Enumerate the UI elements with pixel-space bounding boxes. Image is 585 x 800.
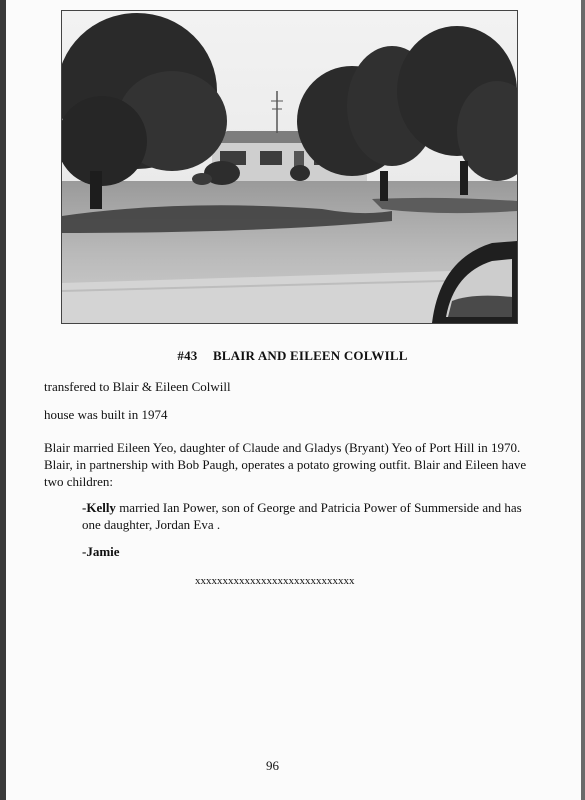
page-number: 96 [266, 758, 279, 773]
scan-edge-left [0, 0, 6, 800]
section-separator: xxxxxxxxxxxxxxxxxxxxxxxxxxxxx [195, 575, 355, 587]
house-photo [61, 10, 518, 324]
child-name: -Kelly [82, 500, 116, 515]
section-heading [0, 348, 585, 364]
child-name: -Jamie [82, 544, 120, 559]
child-entry-jamie [82, 543, 542, 560]
child-details: married Ian Power, son of George and Patricia Power of Summerside and has one daughter, Jordan Eva . [82, 500, 522, 532]
child-entry-kelly [82, 499, 542, 533]
transfer-line: transfered to Blair & Eileen Colwill [44, 379, 231, 394]
built-line: house was built in 1974 [44, 407, 168, 422]
biography-paragraph: Blair married Eileen Yeo, daughter of Claude and Gladys (Bryant) Yeo of Port Hill in 1970. Blair, in partnership with Bob Paugh, operates a potato growing outfit. Blair and Eileen have two children: [44, 440, 527, 489]
scan-edge-right [581, 0, 585, 800]
lot-number: #43 [177, 348, 198, 363]
family-name-title: BLAIR AND EILEEN COLWILL [212, 348, 408, 363]
